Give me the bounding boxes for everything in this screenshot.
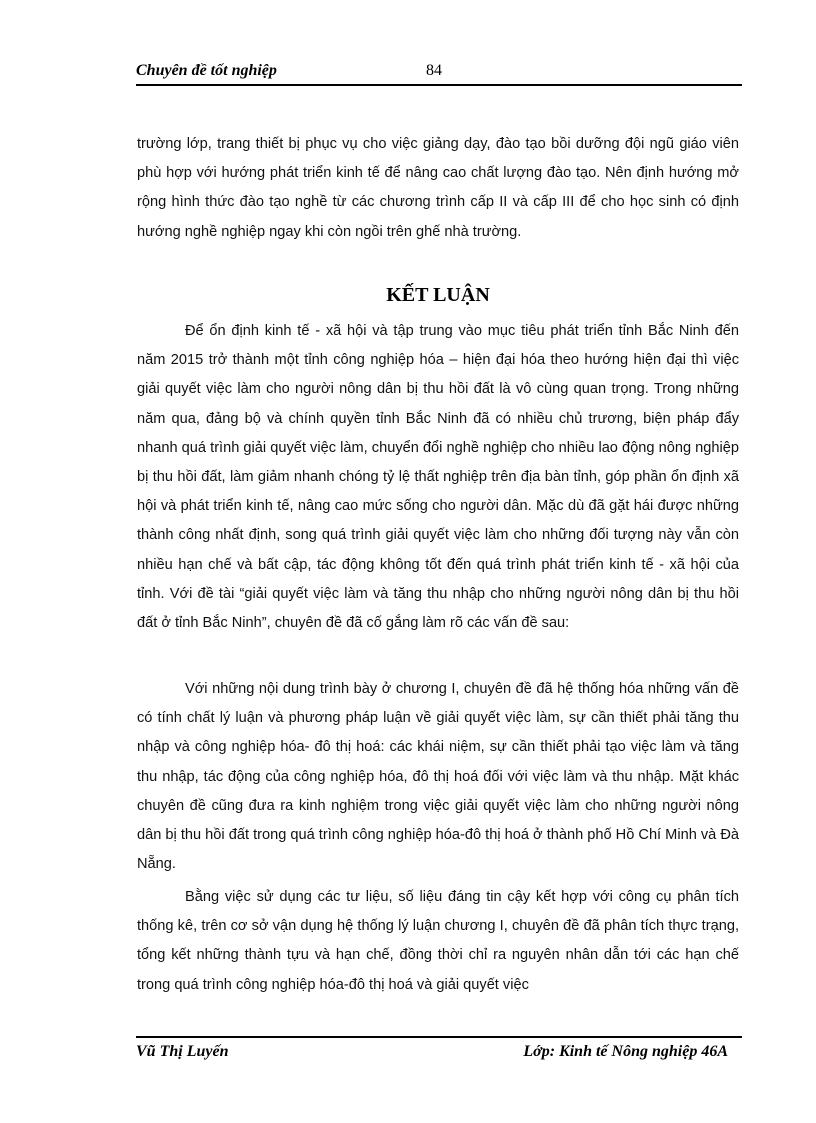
page-header <box>136 60 741 84</box>
paragraph-3: Với những nội dung trình bày ở chương I, chuyên đề đã hệ thống hóa những vấn đề có tính chất lý luận và phương pháp luận về giải quyết việc làm, sự cần thiết phải tăng thu nhập và công nghiệp hóa- đô thị hoá: các khái niệm, sự cần thiết phải tạo việc làm và tăng thu nhập, tác động của công nghiệp hóa, đô thị hoá đối với việc làm và thu nhập. Mặt khác chuyên đề cũng đưa ra kinh nghiệm trong việc giải quyết việc làm cho những người nông dân bị thu hồi đất trong quá trình công nghiệp hóa-đô thị hoá ở thành phố Hồ Chí Minh và Đà Nẵng. <box>137 681 739 873</box>
header-rule <box>136 84 742 86</box>
section-heading: KẾT LUẬN <box>386 284 490 306</box>
paragraph-4: Bằng việc sử dụng các tư liệu, số liệu đáng tin cậy kết hợp với công cụ phân tích thống kê, trên cơ sở vận dụng hệ thống lý luận chương I, chuyên đề đã phân tích thực trạng, tổng kết những thành tựu và hạn chế, đồng thời chỉ ra nguyên nhân dẫn tới các hạn chế trong quá trình công nghiệp hóa-đô thị hoá và giải quyết việc <box>137 889 739 993</box>
footer-author: Vũ Thị Luyến <box>136 1043 229 1060</box>
footer-class: Lớp: Kinh tế Nông nghiệp 46A <box>523 1043 728 1060</box>
footer-rule <box>136 1036 742 1038</box>
paragraph-2: Để ổn định kinh tế - xã hội và tập trung vào mục tiêu phát triển tỉnh Bắc Ninh đến năm 2015 trở thành một tỉnh công nghiệp hóa – hiện đại hóa theo hướng hiện đại thì việc giải quyết việc làm cho người nông dân bị thu hồi đất là vô cùng quan trọng. Trong những năm qua, đảng bộ và chính quyền tỉnh Bắc Ninh đã có nhiều chủ trương, biện pháp đẩy nhanh quá trình giải quyết việc làm, chuyển đổi nghề nghiệp cho nhiều lao động nông nghiệp bị thu hồi đất, làm giảm nhanh chóng tỷ lệ thất nghiệp trên địa bàn tỉnh, góp phần ổn định xã hội và phát triển kinh tế, nâng cao mức sống cho người dân. Mặc dù đã gặt hái được những thành công nhất định, song quá trình giải quyết việc làm cho những đối tượng này vẫn còn nhiều hạn chế và bất cập, tác động không tốt đến quá trình phát triển kinh tế - xã hội của tỉnh. Với đề tài “giải quyết việc làm và tăng thu nhập cho những người nông dân bị thu hồi đất ở tỉnh Bắc Ninh”, chuyên đề đã cố gắng làm rõ các vấn đề sau: <box>137 323 739 632</box>
page-number: 84 <box>426 62 442 79</box>
paragraph-1: trường lớp, trang thiết bị phục vụ cho việc giảng dạy, đào tạo bồi dưỡng đội ngũ giáo viên phù hợp với hướng phát triển kinh tế để nâng cao chất lượng đào tạo. Nên định hướng mở rộng hình thức đào tạo nghề từ các chương trình cấp II và cấp III để cho học sinh có định hướng nghề nghiệp ngay khi còn ngồi trên ghế nhà trường. <box>137 136 739 240</box>
header-title: Chuyên đề tốt nghiệp <box>136 62 277 79</box>
page-footer <box>136 1043 742 1067</box>
